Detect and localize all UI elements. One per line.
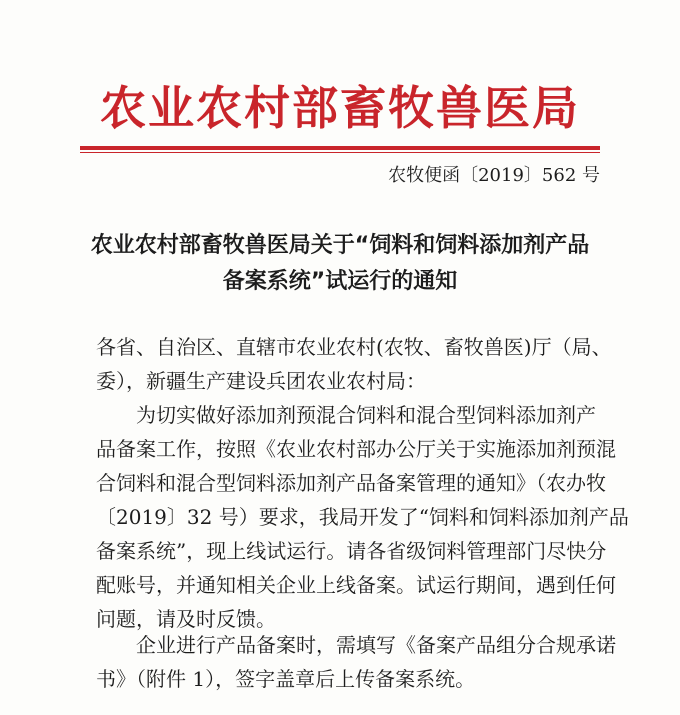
notice-title	[60, 228, 620, 300]
paragraph-line: 为切实做好添加剂预混合饲料和混合型饲料添加剂产	[136, 403, 596, 427]
paragraph-line: 合饲料和混合型饲料添加剂产品备案管理的通知》（农办牧	[96, 471, 606, 495]
salutation	[96, 330, 616, 398]
salutation-line-1: 各省、自治区、直辖市农业农村(农牧、畜牧兽医)厅（局、	[96, 335, 612, 359]
paragraph-1	[96, 398, 629, 636]
salutation-line-2: 委），新疆生产建设兵团农业农村局：	[96, 369, 426, 393]
document-number: 农牧便函〔2019〕562 号	[388, 165, 600, 186]
agency-letterhead: 农业农村部畜牧兽医局	[100, 81, 580, 135]
letterhead-rule-thin	[80, 152, 600, 153]
paragraph-line: 企业进行产品备案时，需填写《备案产品组分合规承诺	[136, 633, 616, 657]
paragraph-line: 配账号，并通知相关企业上线备案。试运行期间，遇到任何	[96, 573, 616, 597]
paragraph-line: 问题，请及时反馈。	[96, 607, 276, 631]
paragraph-line: 备案系统”，现上线试运行。请各省级饲料管理部门尽快分	[96, 539, 607, 563]
title-line-1: 农业农村部畜牧兽医局关于“饲料和饲料添加剂产品	[90, 233, 590, 258]
title-line-2: 备案系统”试运行的通知	[222, 269, 458, 294]
paragraph-2	[96, 628, 616, 696]
letterhead-rule-thick	[80, 146, 600, 150]
paragraph-line: 〔2019〕32 号）要求，我局开发了“饲料和饲料添加剂产品	[96, 505, 629, 529]
paragraph-line: 书》（附件 1），签字盖章后上传备案系统。	[96, 667, 476, 691]
paragraph-line: 品备案工作，按照《农业农村部办公厅关于实施添加剂预混	[96, 437, 616, 461]
